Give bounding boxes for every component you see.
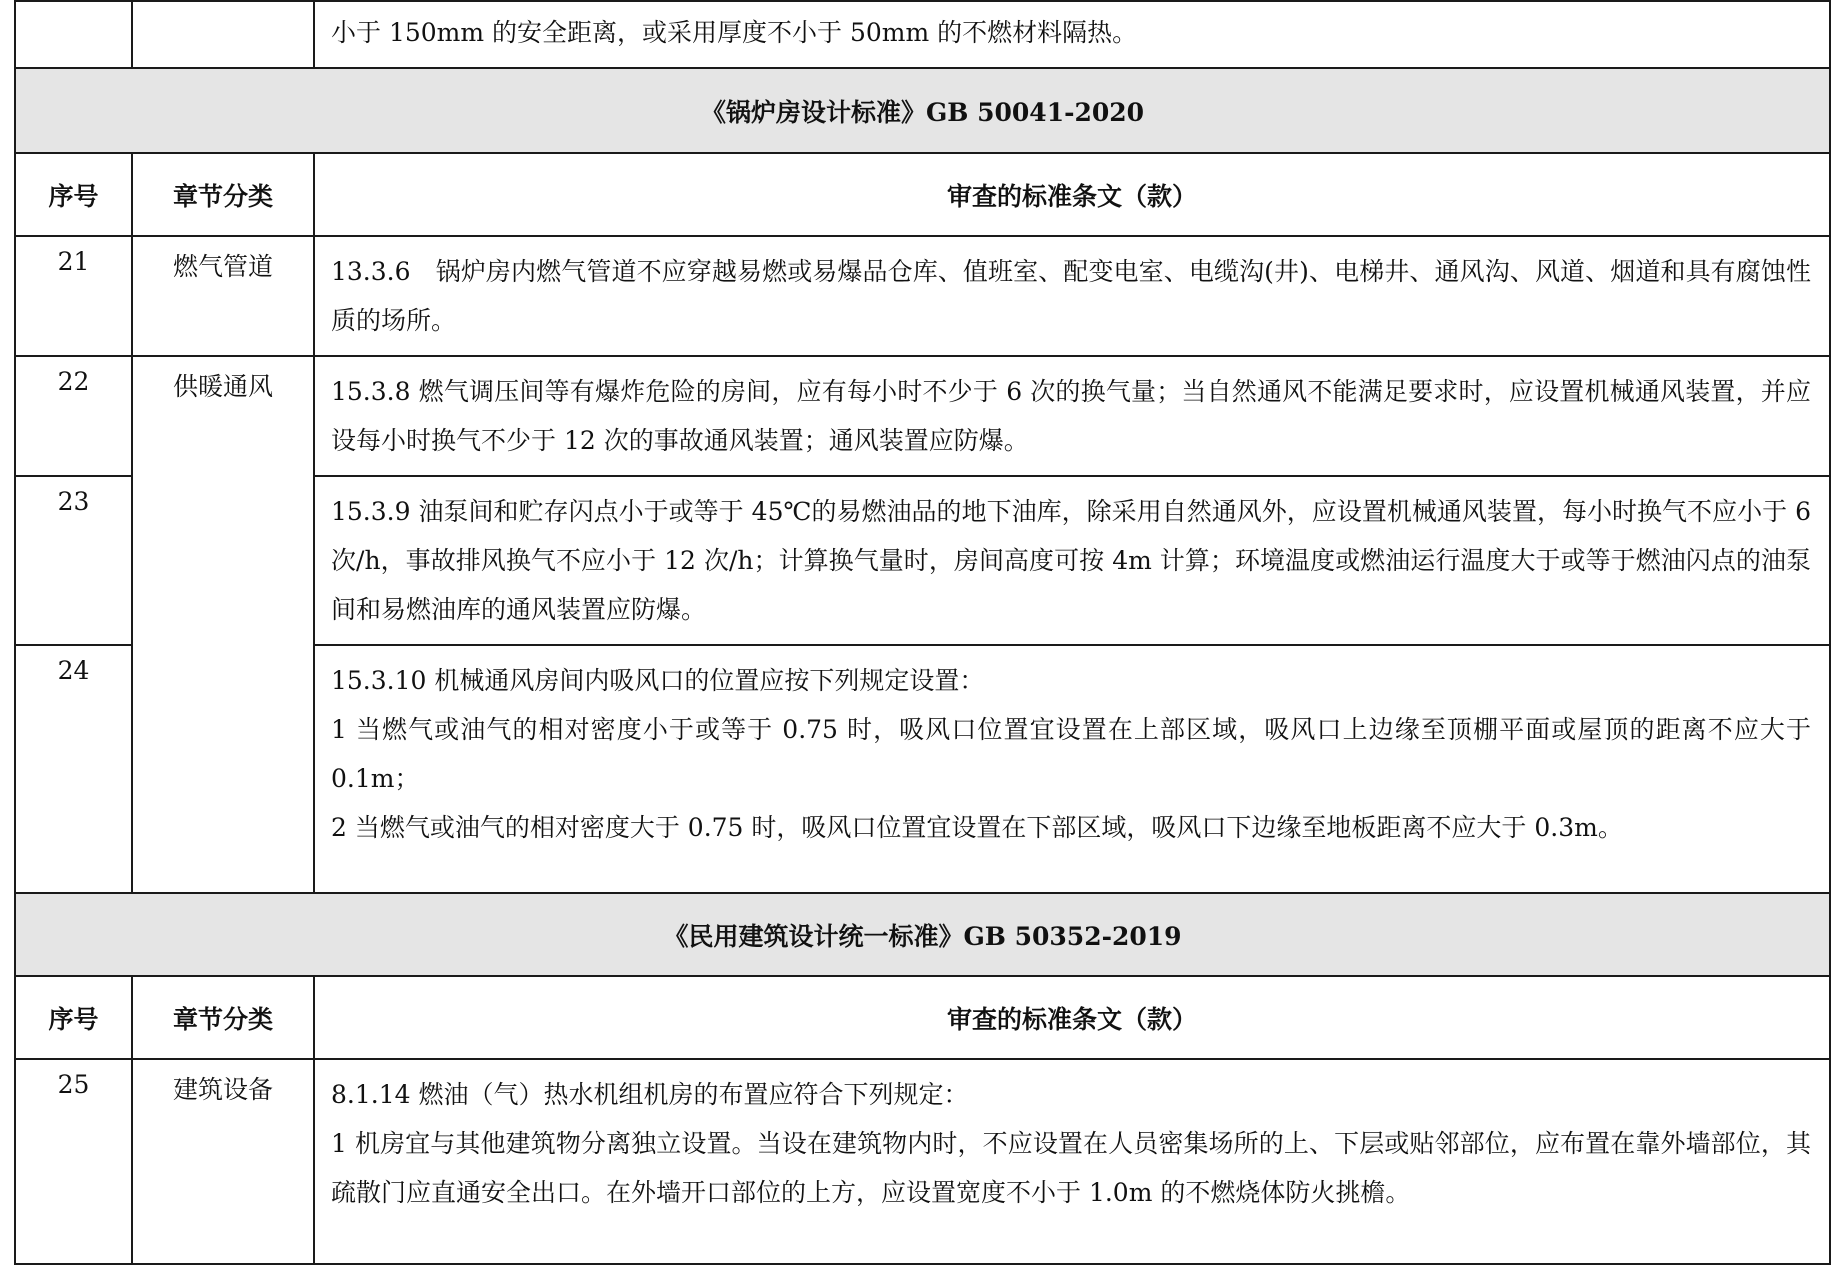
header-clause: 审查的标准条文（款） — [314, 153, 1830, 236]
header-clause: 审查的标准条文（款） — [314, 976, 1830, 1059]
clause-line: 2 当燃气或油气的相对密度大于 0.75 时，吸风口位置宜设置在下部区域，吸风口下边缘至地板距离不应大于 0.3m。 — [331, 813, 1623, 842]
section-row — [15, 893, 1830, 976]
table-row — [15, 1059, 1830, 1264]
row-number: 23 — [15, 476, 132, 645]
header-row — [15, 153, 1830, 236]
header-row — [15, 976, 1830, 1059]
header-num: 序号 — [15, 153, 132, 236]
header-num: 序号 — [15, 976, 132, 1059]
row-clause — [314, 356, 1830, 476]
row-number: 25 — [15, 1059, 132, 1264]
row-number: 21 — [15, 236, 132, 356]
empty-cell — [15, 1, 132, 68]
section-row — [15, 68, 1830, 153]
row-number: 22 — [15, 356, 132, 476]
standards-table — [14, 0, 1831, 1265]
row-category: 建筑设备 — [132, 1059, 314, 1264]
row-clause — [314, 1059, 1830, 1264]
clause-line: 15.3.8 燃气调压间等有爆炸危险的房间，应有每小时不少于 6 次的换气量；当自然通风不能满足要求时，应设置机械通风装置，并应设每小时换气不少于 12 次的事故通风装置；通风装置应防爆。 — [331, 377, 1811, 455]
empty-cell — [132, 1, 314, 68]
table-row — [15, 236, 1830, 356]
clause-line: 15.3.9 油泵间和贮存闪点小于或等于 45℃的易燃油品的地下油库，除采用自然通风外，应设置机械通风装置，每小时换气不应小于 6 次/h，事故排风换气不应小于 12 次/h；计算换气量时，房间高度可按 4m 计算；环境温度或燃油运行温度大于或等于燃油闪点的油泵间和易燃油库的通风装置应防爆。 — [331, 497, 1811, 624]
row-category: 供暖通风 — [132, 356, 314, 893]
row-clause — [314, 236, 1830, 356]
row-number: 24 — [15, 645, 132, 893]
clause-line: 8.1.14 燃油（气）热水机组机房的布置应符合下列规定： — [331, 1080, 969, 1109]
clause-line: 1 机房宜与其他建筑物分离独立设置。当设在建筑物内时，不应设置在人员密集场所的上、下层或贴邻部位，应布置在靠外墙部位，其疏散门应直通安全出口。在外墙开口部位的上方，应设置宽度不小于 1.0m 的不燃烧体防火挑檐。 — [331, 1129, 1811, 1207]
section-title: 《民用建筑设计统一标准》GB 50352-2019 — [15, 893, 1830, 976]
header-category: 章节分类 — [132, 976, 314, 1059]
row-category: 燃气管道 — [132, 236, 314, 356]
clause-line: 15.3.10 机械通风房间内吸风口的位置应按下列规定设置： — [331, 666, 985, 695]
header-category: 章节分类 — [132, 153, 314, 236]
continued-text: 小于 150mm 的安全距离，或采用厚度不小于 50mm 的不燃材料隔热。 — [314, 1, 1830, 68]
clause-line: 13.3.6 锅炉房内燃气管道不应穿越易燃或易爆品仓库、值班室、配变电室、电缆沟(井)、电梯井、通风沟、风道、烟道和具有腐蚀性质的场所。 — [331, 257, 1811, 335]
row-clause — [314, 645, 1830, 893]
table-row — [15, 356, 1830, 476]
section-title: 《锅炉房设计标准》GB 50041-2020 — [15, 68, 1830, 153]
row-clause — [314, 476, 1830, 645]
clause-line: 1 当燃气或油气的相对密度小于或等于 0.75 时，吸风口位置宜设置在上部区域，吸风口上边缘至顶棚平面或屋顶的距离不应大于 0.1m； — [331, 715, 1811, 793]
table-row — [15, 1, 1830, 68]
